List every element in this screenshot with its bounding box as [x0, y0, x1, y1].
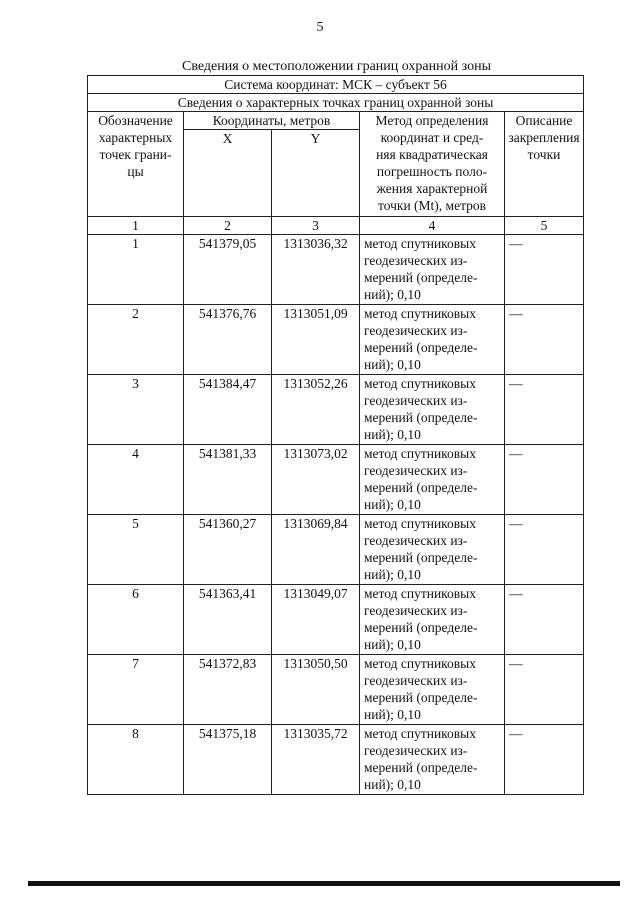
method-text: метод спутниковых геодезических из- мерений (определе- ний); 0,10	[360, 235, 505, 305]
table-row	[88, 375, 584, 445]
points-heading-row	[88, 94, 584, 112]
fixing-description: —	[505, 305, 584, 375]
coordinate-y: 1313073,02	[272, 445, 360, 515]
fixing-description: —	[505, 235, 584, 305]
fixing-description: —	[505, 515, 584, 585]
point-number: 4	[88, 445, 184, 515]
point-number: 8	[88, 725, 184, 795]
column-number: 4	[360, 217, 505, 235]
coordinate-y: 1313035,72	[272, 725, 360, 795]
table-row	[88, 305, 584, 375]
method-text: метод спутниковых геодезических из- мерений (определе- ний); 0,10	[360, 655, 505, 725]
table-row	[88, 515, 584, 585]
fixing-description: —	[505, 725, 584, 795]
column-number: 3	[272, 217, 360, 235]
bottom-rule	[28, 881, 620, 886]
coordinate-x: 541379,05	[184, 235, 272, 305]
column-number: 5	[505, 217, 584, 235]
point-number: 3	[88, 375, 184, 445]
column-number: 1	[88, 217, 184, 235]
coordinate-x: 541375,18	[184, 725, 272, 795]
coordinate-y: 1313051,09	[272, 305, 360, 375]
column-number-row	[88, 217, 584, 235]
point-number: 5	[88, 515, 184, 585]
header-y: Y	[272, 130, 360, 217]
coordinate-y: 1313069,84	[272, 515, 360, 585]
header-method: Метод определения координат и сред- няя квадратическая погрешность поло- жения характерной точки (Mt), метров	[360, 112, 505, 217]
method-text: метод спутниковых геодезических из- мерений (определе- ний); 0,10	[360, 585, 505, 655]
coordinate-y: 1313050,50	[272, 655, 360, 725]
fixing-description: —	[505, 445, 584, 515]
method-text: метод спутниковых геодезических из- мерений (определе- ний); 0,10	[360, 725, 505, 795]
table-row	[88, 725, 584, 795]
method-text: метод спутниковых геодезических из- мерений (определе- ний); 0,10	[360, 305, 505, 375]
header-coordinates: Координаты, метров	[184, 112, 360, 130]
document-title: Сведения о местоположении границ охранной зоны	[182, 59, 491, 74]
header-description: Описание закрепления точки	[505, 112, 584, 217]
header-x: X	[184, 130, 272, 217]
coordinate-x: 541376,76	[184, 305, 272, 375]
coordinate-x: 541360,27	[184, 515, 272, 585]
method-text: метод спутниковых геодезических из- мерений (определе- ний); 0,10	[360, 375, 505, 445]
coordinate-y: 1313036,32	[272, 235, 360, 305]
coordinate-system-row	[88, 76, 584, 94]
method-text: метод спутниковых геодезических из- мерений (определе- ний); 0,10	[360, 445, 505, 515]
coordinate-x: 541363,41	[184, 585, 272, 655]
point-number: 1	[88, 235, 184, 305]
fixing-description: —	[505, 585, 584, 655]
column-number: 2	[184, 217, 272, 235]
table-row	[88, 655, 584, 725]
coordinate-y: 1313049,07	[272, 585, 360, 655]
fixing-description: —	[505, 375, 584, 445]
coordinate-x: 541381,33	[184, 445, 272, 515]
page-number: 5	[316, 20, 324, 35]
header-designation: Обозначение характерных точек грани- цы	[88, 112, 184, 217]
coordinate-x: 541384,47	[184, 375, 272, 445]
points-heading: Сведения о характерных точках границ охранной зоны	[88, 94, 584, 112]
point-number: 6	[88, 585, 184, 655]
coordinate-x: 541372,83	[184, 655, 272, 725]
point-number: 2	[88, 305, 184, 375]
header-row-1	[88, 112, 584, 130]
boundary-points-table	[87, 75, 584, 795]
coordinate-y: 1313052,26	[272, 375, 360, 445]
coordinate-system: Система координат: МСК – субъект 56	[88, 76, 584, 94]
table-row	[88, 585, 584, 655]
method-text: метод спутниковых геодезических из- мерений (определе- ний); 0,10	[360, 515, 505, 585]
table-row	[88, 445, 584, 515]
point-number: 7	[88, 655, 184, 725]
fixing-description: —	[505, 655, 584, 725]
table-row	[88, 235, 584, 305]
